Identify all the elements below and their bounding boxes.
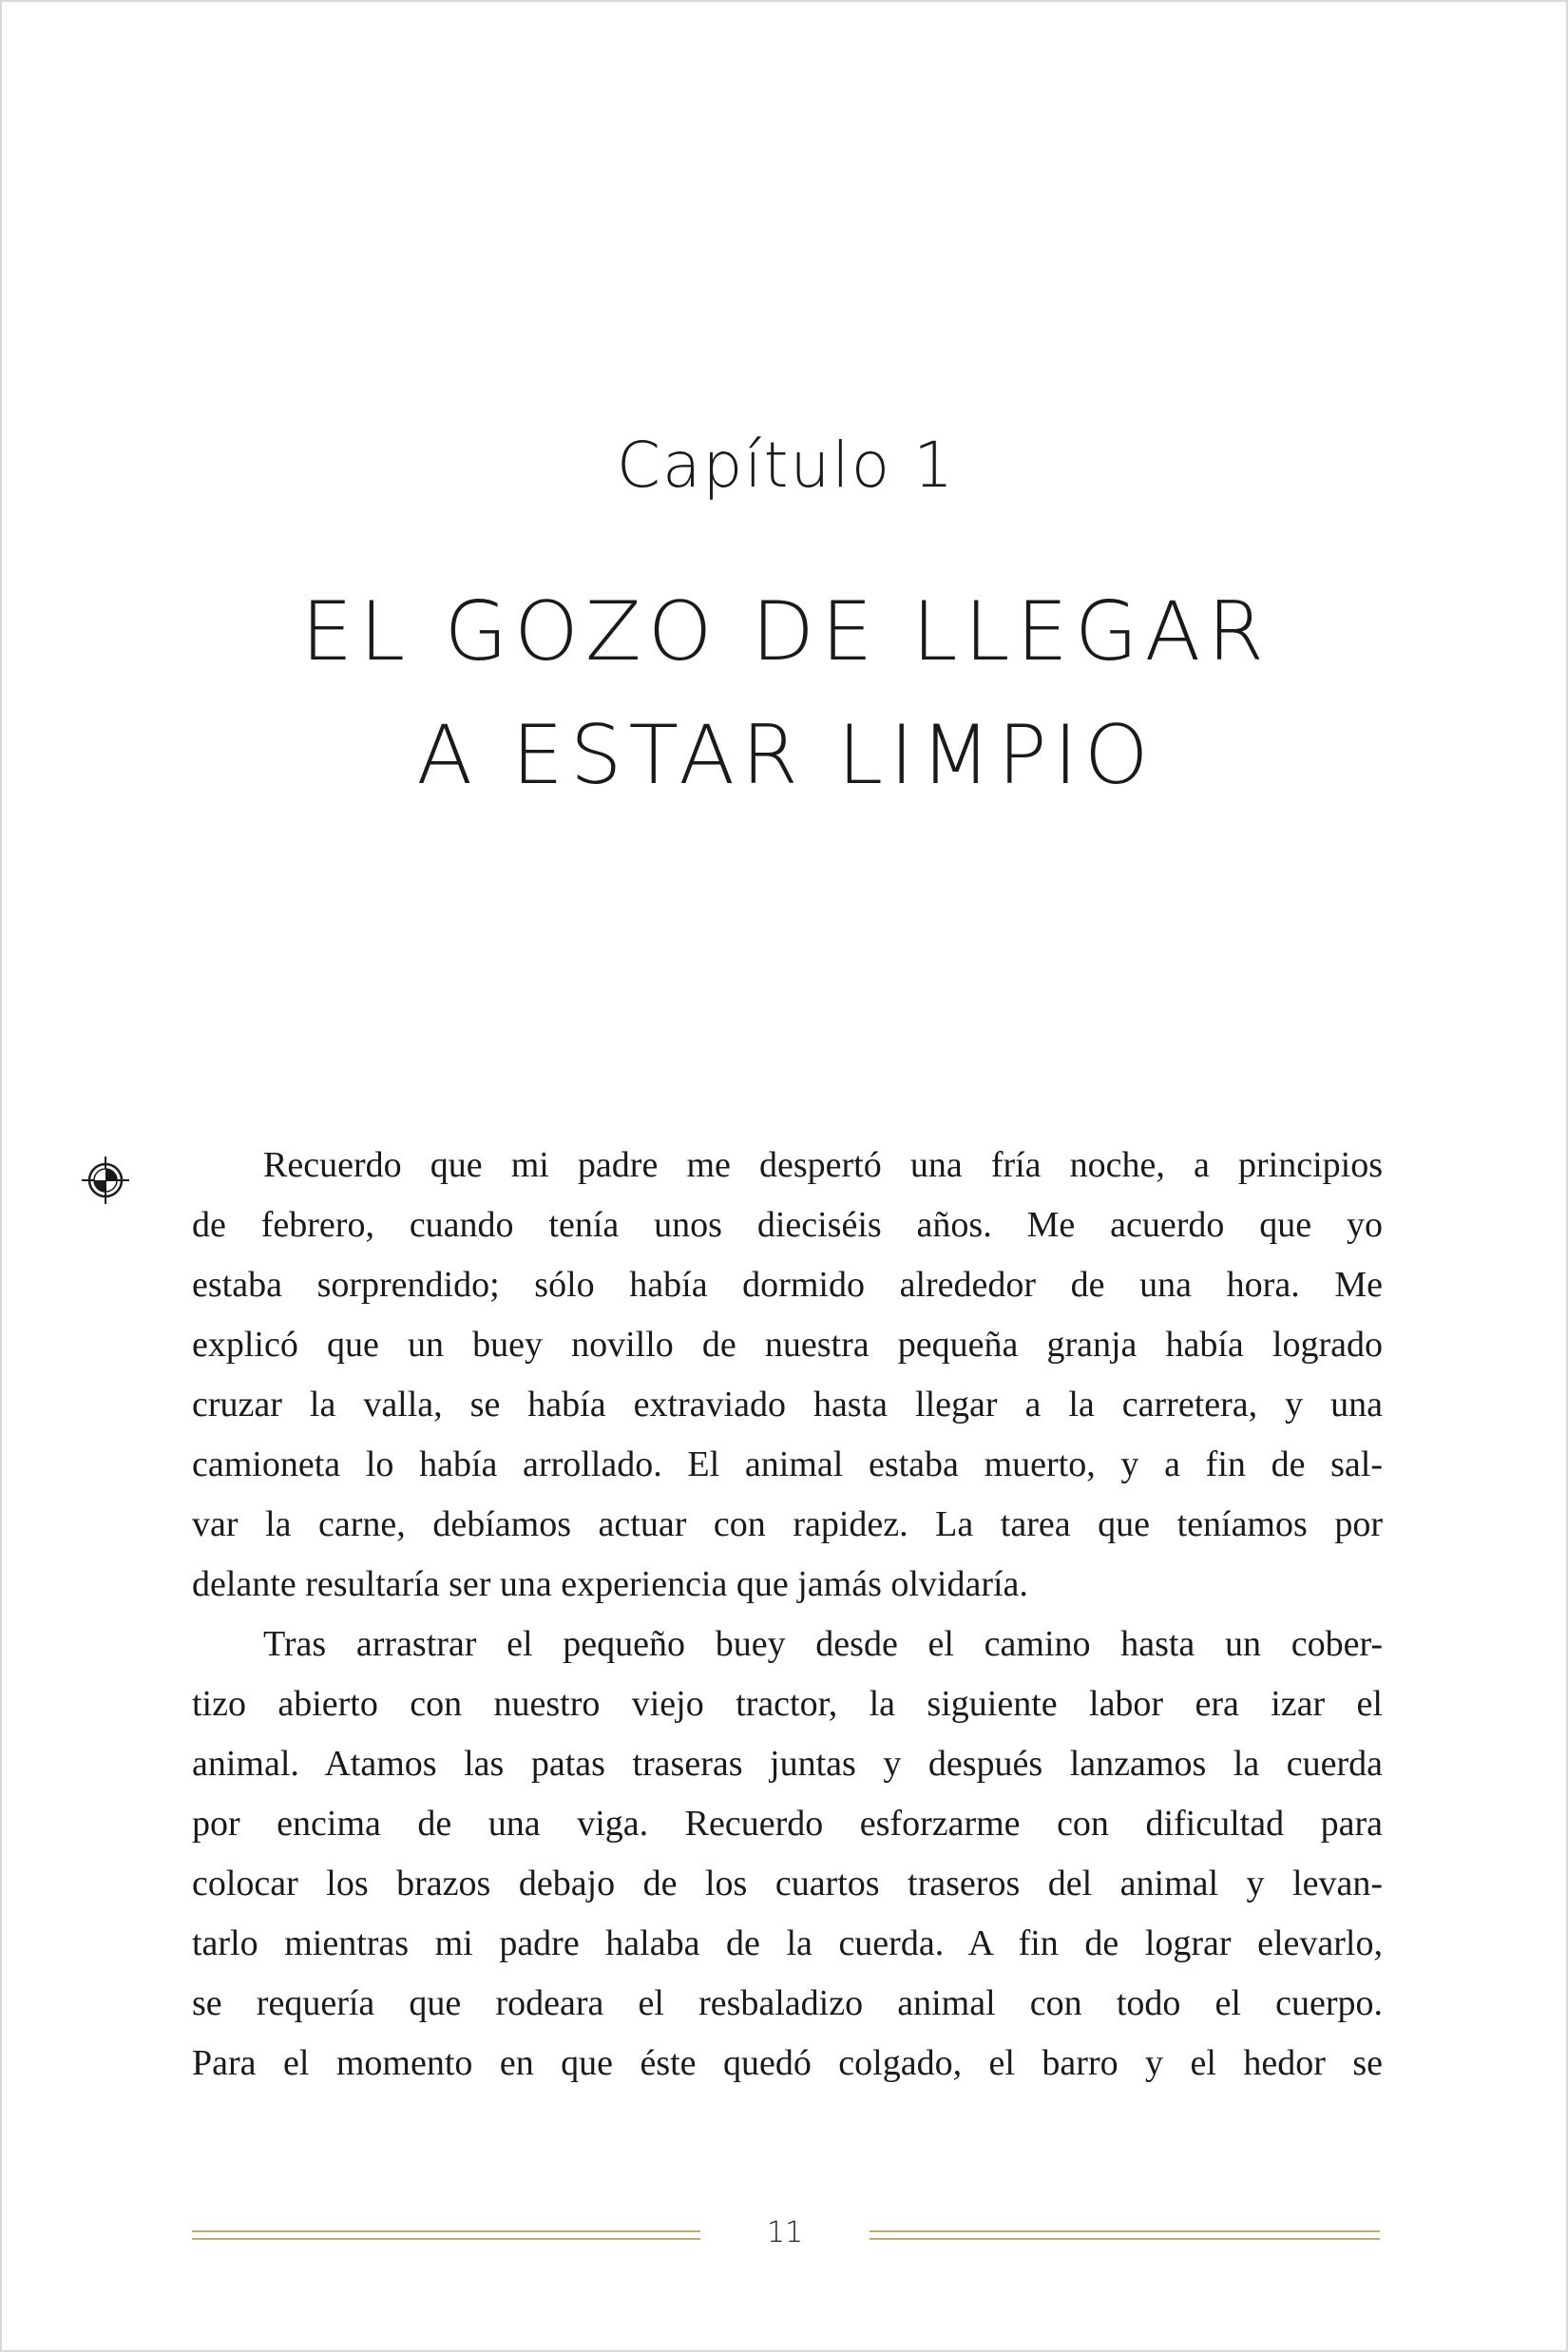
text-line: se requería que rodeara el resbaladizo animal con todo el cuerpo. [192,1983,1383,2023]
text-line: Para el momento en que éste quedó colgado, el barro y el hedor se [192,2043,1383,2083]
page-number: 11 [766,2216,804,2249]
text-line: camioneta lo había arrollado. El animal estaba muerto, y a fin de sal- [192,1444,1383,1484]
chapter-title-line-2: A ESTAR LIMPIO [416,708,1156,803]
text-line: estaba sorprendido; sólo había dormido alrededor de una hora. Me [192,1265,1383,1305]
chapter-title-line-1: EL GOZO DE LLEGAR [300,584,1272,679]
text-line: delante resultaría ser una experiencia que jamás olvidaría. [192,1564,1028,1604]
text-line: colocar los brazos debajo de los cuartos traseros del animal y levan- [192,1864,1383,1903]
text-line: tizo abierto con nuestro viejo tractor, la siguiente labor era izar el [192,1684,1383,1724]
text-line: por encima de una viga. Recuerdo esforzarme con dificultad para [192,1804,1383,1844]
footer-rule-left [192,2230,700,2240]
text-line: tarlo mientras mi padre halaba de la cuerda. A fin de lograr elevarlo, [192,1923,1383,1963]
text-line: Tras arrastrar el pequeño buey desde el camino hasta un cober- [263,1624,1383,1664]
text-line: explicó que un buey novillo de nuestra pequeña granja había logrado [192,1325,1383,1365]
chapter-label: Capítulo 1 [616,429,956,502]
text-line: Recuerdo que mi padre me despertó una fría noche, a principios [263,1145,1383,1185]
paragraph-2 [192,1615,1383,2094]
text-line: animal. Atamos las patas traseras juntas y después lanzamos la cuerda [192,1744,1383,1784]
footer-rule-right [870,2230,1380,2240]
text-line: de febrero, cuando tenía unos dieciséis años. Me acuerdo que yo [192,1205,1383,1245]
text-line: var la carne, debíamos actuar con rapidez. La tarea que teníamos por [192,1504,1383,1544]
text-line: cruzar la valla, se había extraviado hasta llegar a la carretera, y una [192,1385,1383,1425]
registration-crosshair-icon [82,1157,129,1204]
paragraph-1 [192,1136,1383,1615]
body-text [192,1136,1383,2094]
